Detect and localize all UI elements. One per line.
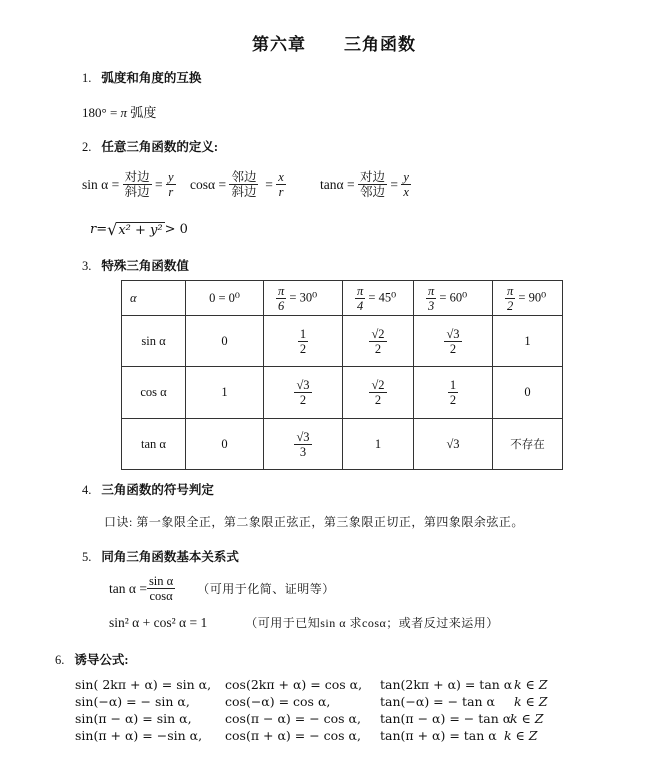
- table-cell: 1: [186, 367, 264, 419]
- formula-line: tan(−α) = − tan α: [380, 694, 496, 709]
- table-cell: 1: [343, 419, 414, 470]
- page-title: [0, 30, 668, 55]
- domain-note: k ∈ Z: [510, 711, 544, 726]
- chapter-topic: 三角函数: [344, 35, 416, 54]
- formula-line: cos(π + α) = − cos α,: [225, 728, 361, 743]
- tan-quotient-identity: tan α = $\frac{\text{sin α}}{\cos\alpha}$ （可用于化简、证明等）: [109, 574, 335, 603]
- row-label: tan α: [122, 419, 186, 470]
- cos-definition: cosα = $\frac{\text{邻边}}{\text{斜边}}$ = $\frac{x}{r}$: [190, 170, 284, 199]
- k-domain-notes: [504, 676, 548, 744]
- domain-note: k ∈ Z: [504, 728, 538, 743]
- table-cell: $\frac{1}{2}$: [414, 367, 493, 419]
- section-3-heading: 3. 特殊三角函数值: [82, 259, 189, 273]
- formula-line: sin(π − α) = sin α,: [75, 711, 192, 726]
- table-header-cell: $\frac{\pi}{3}$ = 60⁰: [414, 281, 493, 316]
- row-label: cos α: [122, 367, 186, 419]
- formula-line: tan(2kπ + α) = tan α: [380, 677, 513, 692]
- table-cell: √3: [414, 419, 493, 470]
- table-cell: $\frac{√3}{3}$: [264, 419, 343, 470]
- formula-line: cos(π − α) = − cos α,: [225, 711, 361, 726]
- table-header-cell: $\frac{\pi}{4}$ = 45⁰: [343, 281, 414, 316]
- formula-line: tan(π + α) = tan α: [380, 728, 497, 743]
- sign-mnemonic: 口诀: 第一象限全正，第二象限正弦正，第三象限正切正，第四象限余弦正。: [104, 515, 524, 529]
- radius-formula: r = √ x² + y² > 0: [90, 220, 188, 239]
- table-cell: $\frac{1}{2}$: [264, 316, 343, 367]
- table-row-tan: [122, 419, 563, 470]
- section-5-heading: 5. 同角三角函数基本关系式: [82, 550, 239, 564]
- table-cell: 0: [186, 419, 264, 470]
- formula-line: cos(−α) = cos α,: [225, 694, 331, 709]
- sin-definition: sin α = $\frac{\text{对边}}{\text{斜边}}$ = $\frac{y}{r}$: [82, 170, 174, 199]
- radian-degree-formula: 180° = π 弧度: [82, 105, 157, 120]
- table-cell: 不存在: [493, 419, 563, 470]
- table-header-cell: 0 = 0⁰: [186, 281, 264, 316]
- tan-definition: tanα = $\frac{\text{对边}}{\text{邻边}}$ = $\frac{y}{x}$: [320, 170, 409, 199]
- sin-induction-formulas: [75, 676, 211, 744]
- formula-line: tan(π − α) = − tan α: [380, 711, 512, 726]
- table-row-cos: [122, 367, 563, 419]
- table-cell: 0: [493, 367, 563, 419]
- special-values-table: [121, 280, 563, 470]
- table-cell: $\frac{√3}{2}$: [264, 367, 343, 419]
- section-2-heading: 2. 任意三角函数的定义:: [82, 140, 219, 154]
- formula-line: sin(−α) = − sin α,: [75, 694, 190, 709]
- cos-induction-formulas: [225, 676, 362, 744]
- sqrt-icon: √: [107, 220, 118, 239]
- table-cell: $\frac{√3}{2}$: [414, 316, 493, 367]
- section-1-heading: 1. 弧度和角度的互换: [82, 71, 202, 85]
- row-label: sin α: [122, 316, 186, 367]
- section-4-heading: 4. 三角函数的符号判定: [82, 483, 214, 497]
- tan-induction-formulas: [380, 676, 512, 744]
- section-6-heading: 6. 诱导公式:: [55, 653, 129, 667]
- domain-note: k ∈ Z: [514, 677, 548, 692]
- table-cell: 1: [493, 316, 563, 367]
- formula-line: cos(2kπ + α) = cos α,: [225, 677, 363, 692]
- formula-line: sin(π + α) = −sin α,: [75, 728, 203, 743]
- chapter-number: 第六章: [252, 35, 306, 54]
- formula-line: sin( 2kπ + α) = sin α,: [75, 677, 212, 692]
- table-cell: $\frac{√2}{2}$: [343, 367, 414, 419]
- table-header-row: [122, 281, 563, 316]
- domain-note: k ∈ Z: [514, 694, 548, 709]
- pythagorean-identity: sin² α + cos² α = 1 （可用于已知sin α 求cosα；或者反过来运用）: [109, 614, 499, 630]
- table-cell: $\frac{√2}{2}$: [343, 316, 414, 367]
- table-header-cell: $\frac{\pi}{2}$ = 90⁰: [493, 281, 563, 316]
- table-header-cell: $\frac{\pi}{6}$ = 30⁰: [264, 281, 343, 316]
- table-cell: 0: [186, 316, 264, 367]
- table-row-sin: [122, 316, 563, 367]
- table-header-cell: α: [122, 281, 186, 316]
